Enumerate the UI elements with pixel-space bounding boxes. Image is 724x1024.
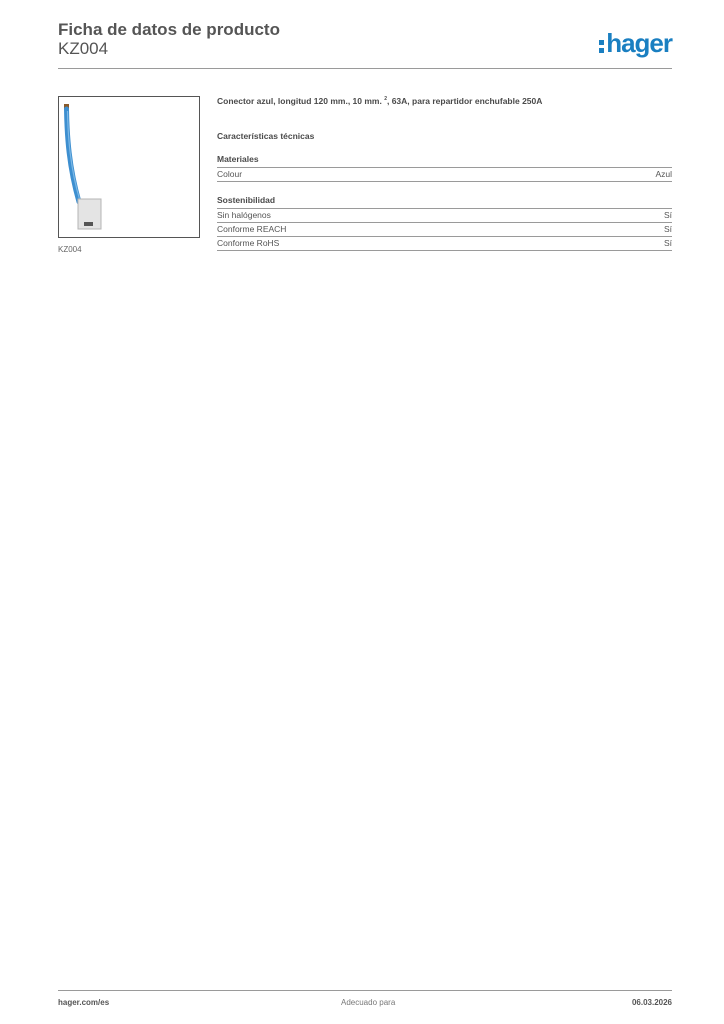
footer-website-link[interactable]: hager.com/es: [58, 998, 110, 1007]
row-value: Sí: [663, 210, 672, 220]
image-caption: KZ004: [58, 245, 82, 254]
logo-text: hager: [606, 28, 672, 58]
footer-date: 06.03.2026: [631, 998, 672, 1007]
row-value: Sí: [663, 238, 672, 248]
product-code: KZ004: [58, 39, 109, 58]
page-title: Ficha de datos de producto: [58, 20, 280, 39]
row-label: Conforme REACH: [217, 224, 287, 234]
row-label: Conforme RoHS: [217, 238, 280, 248]
logo-colon-icon: [599, 36, 605, 52]
hager-logo: [599, 28, 672, 59]
table-row: [217, 237, 672, 251]
row-value: Azul: [655, 169, 672, 179]
footer-suitable-for: Adecuado para: [341, 998, 396, 1007]
row-label: Sin halógenos: [217, 210, 271, 220]
row-value: Sí: [663, 224, 672, 234]
technical-characteristics-heading: Características técnicas: [217, 131, 315, 141]
product-image: [58, 96, 200, 238]
header-divider: [58, 68, 672, 69]
product-details: [217, 96, 672, 251]
product-description: Conector azul, longitud 120 mm., 10 mm. $^2$, 63A, para repartidor enchufable 250A: [217, 96, 543, 106]
section-title-materiales: Materiales: [217, 154, 672, 168]
blue-connector-cable-icon: [59, 97, 199, 237]
footer-divider: [58, 990, 672, 991]
table-row: [217, 209, 672, 223]
table-row: [217, 168, 672, 182]
row-label: Colour: [217, 169, 243, 179]
table-row: [217, 223, 672, 237]
section-title-sostenibilidad: Sostenibilidad: [217, 195, 672, 209]
